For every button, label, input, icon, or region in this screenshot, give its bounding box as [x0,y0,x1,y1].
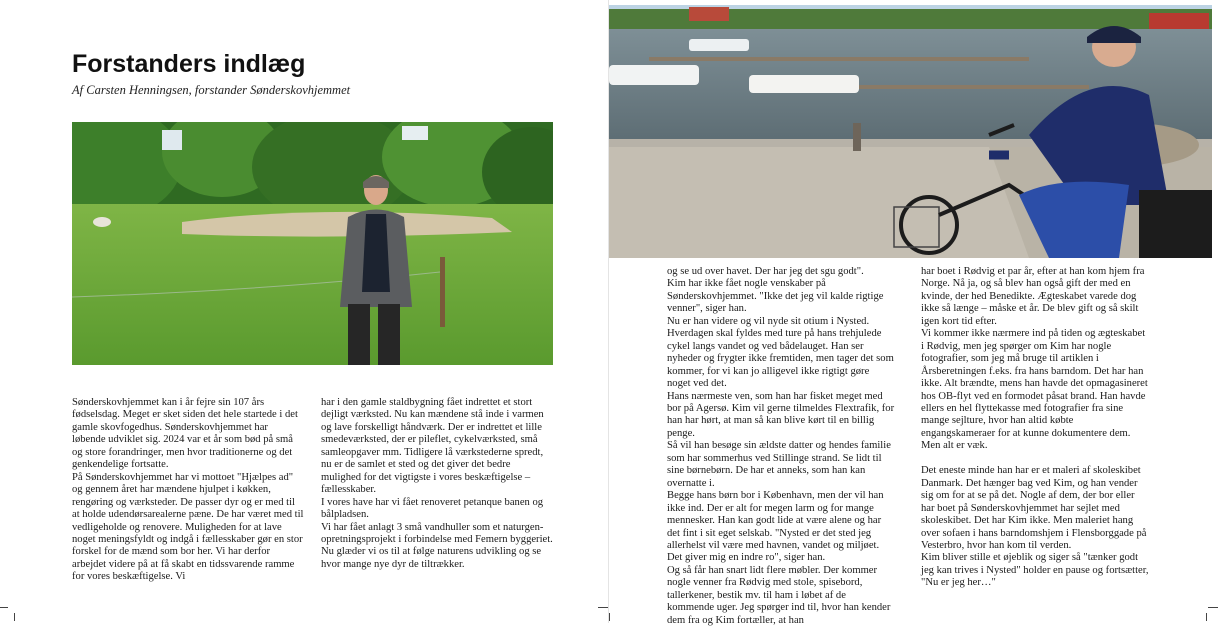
paragraph: Kim har ikke fået nogle venskaber på Sønderskovhjemmet. "Ikke det jeg vil kalde rigtige venner", siger han. [667,278,884,315]
paragraph: Det eneste minde han har er et maleri af skoleskibet Danmark. Det hænger bag ved Kim, og han vender sig om for at se på det. Nogle af dem, der bor eller har boet på Sønderskovhjemmet har sejlet med skoleskibet. Det har Kim ikke. Men maleriet hang over sofaen i hans barndomshjem i Flensborggade på Vesterbro, hvor han kom til verden. [921,465,1147,551]
crop-mark [609,613,610,621]
crop-mark [14,613,15,621]
article-column-2 [321,397,553,571]
paragraph: Nu er han videre og vil nyde sit otium i Nysted. Hverdagen skal fyldes med ture på hans trehjulede cykel langs vandet og ved bådelauget. Han ser nyheder og frygter ikke fremtiden, men tager det som kommer, for vi kan jo alligevel ikke rigtigt gøre noget ved det. [667,315,894,390]
crop-mark [0,607,8,608]
article-column-3 [667,266,895,627]
paragraph: Og så får han snart lidt flere møbler. Der kommer nogle venner fra Rødvig med stole, spisebord, tallerkener, bestik mv. til ham i løbet af de kommende uger. Jeg spørger ind til, hvor han kender dem fra og Kim fortæller, at han [667,564,891,626]
paragraph: har i den gamle staldbygning fået indrettet et stort dejligt værksted. Nu kan mændene stå inde i varmen og lave forskelligt håndværk. Der er indrettet et lille smedeværksted, der er pileflet, cykelværksted, små samleopgaver mm. Tidligere lå værkstederne spredt, nu er de samlet et sted og det giver det bedre mulighed for det vigtigste i vores beskæftigelse – fællesskaber. [321,397,544,496]
photo-man-in-meadow [72,122,553,365]
paragraph: I vores have har vi fået renoveret petanque banen og bålpladsen. [321,496,544,521]
paragraph: På Sønderskovhjemmet har vi mottoet "Hjælpes ad" og gennem året har mændene hjulpet i køkken, rengøring og værksteder. De passer dyr og er med til at holde udendørsarealerne pæne. De har været med til vedligeholde og renovere. Muligheden for at lave noget meningsfyldt og indgå i fællesskaber gør en stor forskel for de mænd som bor her. Vi har derfor arbejdet videre på at få skabt en tidssvarende ramme for vores beskæftigelse. Vi [72,471,304,583]
harbor-photo-illustration [609,5,1212,258]
meadow-photo-illustration [72,122,553,365]
crop-mark [598,607,608,608]
paragraph: Begge hans børn bor i København, men der vil han ikke ind. Der er alt for megen larm og for mange mennesker. Han kan godt lide at være alene og har det fint i sit eget selskab. "Nysted er det sted jeg allerhelst vil være med havnen, vandet og miljøet. Det giver mig en indre ro", siger han. [667,490,884,564]
left-page [0,0,609,623]
crop-mark [1208,607,1218,608]
paragraph: Hans nærmeste ven, som han har fisket meget med bor på Agersø. Kim vil gerne tilmeldes Flextrafik, for han har hørt, at man så kan blive kørt til en billig penge. [667,390,895,439]
article-title: Forstanders indlæg [72,50,306,78]
crop-mark [1206,613,1207,621]
paragraph: og se ud over havet. Der har jeg det sgu godt". [667,266,864,277]
paragraph: Så vil han besøge sin ældste datter og hendes familie som har sommerhus ved Stillinge strand. Se lidt til sine børnebørn. De har et anneks, som han kan overnatte i. [667,440,891,489]
paragraph: Kim bliver stille et øjeblik og siger så "tænker godt jeg kan trives i Nysted" holder en pause og fortsætter, "Nu er jeg her…" [921,552,1149,589]
paragraph: Vi har fået anlagt 3 små vandhuller som et naturgenopretningsprojekt i forbindelse med Femern byggeriet. Nu glæder vi os til at følge naturens udvikling og se hvor mange nye dyr de tiltrækker. [321,521,553,570]
paragraph: har boet i Rødvig et par år, efter at han kom hjem fra Norge. Nå ja, og så blev han også gift der med en kvinde, der hed Benedikte. Ægteskabet varede dog ikke så længe – måske et år. De blev gift og så skilt igen kort tid efter. [921,266,1145,327]
paragraph: Vi kommer ikke nærmere ind på tiden og ægteskabet i Rødvig, men jeg spørger om Kim har nogle fotografier, som jeg må bruge til artiklen i Årsberetningen f.eks. fra hans barndom. Det har han ikke. Alt brændte, mens han havde det opmagasineret hos OB-flyt ved en formodet påsat brand. Han havde ellers en hel flyttekasse med fotografier fra sine mange sejlture, hvor han altid købte engangskameraer for at kunne dokumentere dem. Men alt er væk. [921,328,1148,452]
paragraph: Sønderskovhjemmet kan i år fejre sin 107 års fødselsdag. Meget er sket siden det hele startede i det gamle skovfogedhus. Sønderskovhjemmet har løbende udviklet sig. 2024 var et år som bød på små og store forandringer, men hvor traditionerne og det genkendelige fortsatte. [72,397,298,471]
photo-harbor-with-cyclist [609,5,1212,258]
right-page [609,0,1218,626]
article-column-1 [72,397,304,584]
article-byline: Af Carsten Henningsen, forstander Sønderskovhjemmet [72,83,351,97]
article-column-4 [921,266,1149,590]
